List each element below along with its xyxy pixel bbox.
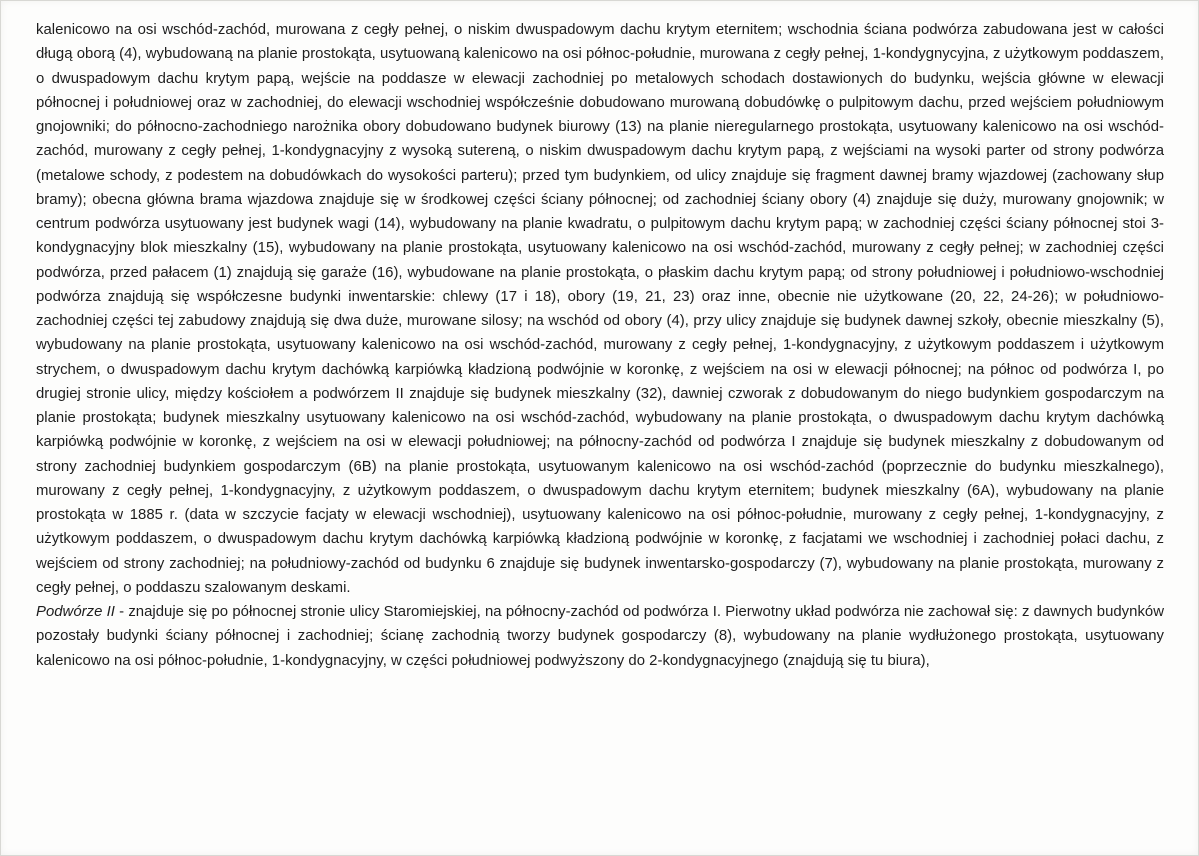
paragraph-1: kalenicowo na osi wschód-zachód, murowana z cegły pełnej, o niskim dwuspadowym dachu krytym eternitem; wschodnia ściana podwórza zabudowana jest w całości długą oborą (4), wybudowaną na planie prostokąta, usytuowaną kalenicowo na osi północ-południe, murowana z cegły pełnej, 1-kondygnycyjna, z użytkowym poddaszem, o dwuspadowym dachu krytym papą, wejście na poddasze w elewacji zachodniej po metalowych schodach dostawionych do budynku, wejścia główne w elewacji północnej i południowej oraz w zachodniej, do elewacji wschodniej współcześnie dobudowano murowaną dobudówkę o pulpitowym dachu, przed wejściem południowym gnojowniki; do północno-zachodniego narożnika obory dobudowano budynek biurowy (13) na planie nieregularnego prostokąta, usytuowany kalenicowo na osi wschód-zachód, murowany z cegły pełnej, 1-kondygnacyjny z wysoką sutereną, o niskim dwuspadowym dachu krytym papą, z wejściami na wysoki parter od strony podwórza (metalowe schody, z podestem na dobudówkach do wysokości parteru); przed tym budynkiem, od ulicy znajduje się fragment dawnej bramy wjazdowej (zachowany słup bramy); obecna główna brama wjazdowa znajduje się w środkowej części ściany północnej; od zachodniej ściany obory (4) znajduje się duży, murowany gnojownik; w centrum podwórza usytuowany jest budynek wagi (14), wybudowany na planie kwadratu, o pulpitowym dachu krytym papą; w zachodniej części ściany północnej stoi 3-kondygnacyjny blok mieszkalny (15), wybudowany na planie prostokąta, usytuowany kalenicowo na osi wschód-zachód, murowany z cegły pełnej; w zachodniej części podwórza, przed pałacem (1) znajdują się garaże (16), wybudowane na planie prostokąta, o płaskim dachu krytym papą; od strony południowej i południowo-wschodniej podwórza znajdują się współczesne budynki inwentarskie: chlewy (17 i 18), obory (19, 21, 23) oraz inne, obecnie nie użytkowane (20, 22, 24-26); w południowo-zachodniej części tej zabudowy znajdują się dwa duże, murowane silosy; na wschód od obory (4), przy ulicy znajduje się budynek dawnej szkoły, obecnie mieszkalny (5), wybudowany na planie prostokąta, usytuowany kalenicowo na osi wschód-zachód, murowany z cegły pełnej, 1-kondygnacyjny, z użytkowym poddaszem i użytkowym strychem, o dwuspadowym dachu krytym dachówką karpiówką kładzioną podwójnie w koronkę, z wejściem na osi w elewacji północnej; na północ od podwórza I, po drugiej stronie ulicy, między kościołem a podwórzem II znajduje się budynek mieszkalny (32), dawniej czworak z dobudowanym do niego budynkiem gospodarczym na planie prostokąta; budynek mieszkalny usytuowany kalenicowo na osi wschód-zachód, wybudowany na planie prostokąta, o dwuspadowym dachu krytym dachówką karpiówką podwójnie w koronkę, z wejściem na osi w elewacji południowej; na północny-zachód od podwórza I znajduje się budynek mieszkalny z dobudowanym od strony zachodniej budynkiem gospodarczym (6B) na planie prostokąta, usytuowanym kalenicowo na osi wschód-zachód (poprzecznie do budynku mieszkalnego), murowany z cegły pełnej, 1-kondygnacyjny, z użytkowym poddaszem, o dwuspadowym dachu krytym eternitem; budynek mieszkalny (6A), wybudowany na planie prostokąta w 1885 r. (data w szczycie facjaty w elewacji wschodniej), usytuowany kalenicowo na osi północ-południe, murowany z cegły pełnej, 1-kondygnacyjny, z użytkowym poddaszem, o dwuspadowym dachu krytym dachówką karpiówką kładzioną podwójnie w koronkę, z facjatami we wschodniej i zachodniej połaci dachu, z wejściem od strony zachodniej; na południowy-zachód od budynku 6 znajduje się budynek inwentarsko-gospodarczy (7), wybudowany na planie prostokąta, murowany z cegły pełnej, o poddaszu szalowanym deskami. (36, 22, 1164, 596)
paragraph-2-text: - znajduje się po północnej stronie ulicy Staromiejskiej, na północny-zachód od podwórza I. Pierwotny układ podwórza nie zachował się: z dawnych budynków pozostały budynki ściany północnej i zachodniej; ścianę zachodnią tworzy budynek gospodarczy (8), wybudowany na planie wydłużonego prostokąta, usytuowany kalenicowo na osi północ-południe, 1-kondygnacyjny, w części południowej podwyższony do 2-kondygnacyjnego (znajdują się tu biura), (36, 604, 1164, 669)
paragraph-2-lead: Podwórze II (36, 604, 115, 620)
document-body (36, 18, 1164, 673)
paragraph-2 (36, 600, 1164, 673)
